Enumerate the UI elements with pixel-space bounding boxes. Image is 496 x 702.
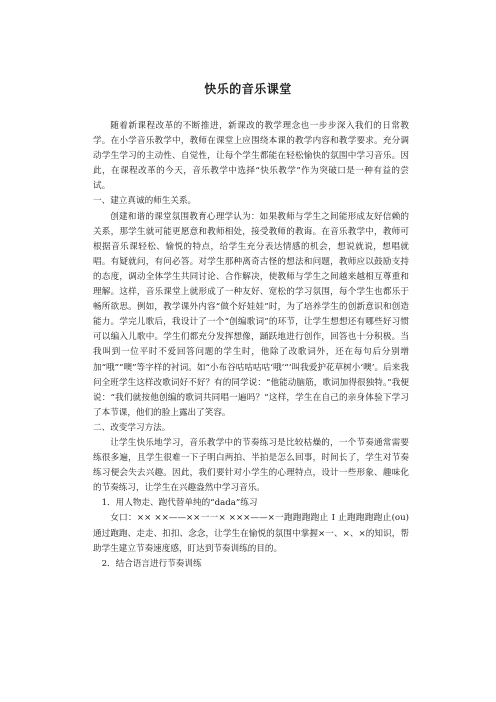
paragraph-section-1: 创建和谐的课堂氛围教育心理学认为：如果教师与学生之间能形成友好信赖的关系，那学生就可能更愿意和教师相处，接受教师的教诲。在音乐教学中，教师可根据音乐课轻松、愉悦的特点，给学生充分表达情感的机会，想说就说，想唱就唱。有疑就问，有问必答。对学生那种离奇古怪的想法和问题，教师应以鼓励支持的态度，调动全体学生共同讨论、合作解决，使教师与学生之间越来越相互尊重和理解。这样，音乐课堂上就形成了一种友好、宽松的学习氛围，每个学生也都乐于畅所欲思。例如，教学课外内容“做个好娃娃”时，为了培养学生的创新意识和创造能力。学完儿歌后，我设计了一个“创编歌词”的环节，让学生想想还有哪些好习惯可以编入儿歌中。学生们都充分发挥想像，踊跃地进行创作，回答也十分积极。当我叫到一位平时不爱回答问题的学生时，他除了改歌词外，还在每句后分别增加“哦”“噢”等字样的衬词。如“小布谷咕咕咕咕‘哦’“‘叫我爱护花草树小‘噢’。后来我问全班学生这样改歌词好不好？有的同学说：“他能动脑筋，歌词加得很独特。”我便说：“我们就按他创编的歌词共同唱一遍吗？”这样，学生在自己的亲身体验下学习了本节课，他们的脸上露出了笑容。 xyxy=(93,211,409,418)
subheading-2: 2．结合语言进行节奏训练 xyxy=(101,558,202,569)
subheading-1: 1．用人物走、跑代替单纯的“dada”练习 xyxy=(101,498,258,509)
paragraph-intro: 随着新课程改革的不断推进，新课改的教学理念也一步步深入我们的日常教学。在小学音乐教学中，教师在课堂上应围绕本课的教学内容和教学要求。充分调动学生学习的主动性、自觉性，让每个学生都能在轻松愉快的氛围中学习音乐。因此，在课程改革的今天，音乐教学中选择“快乐教学”作为突破口是一种有益的尝试。 xyxy=(93,121,409,192)
section-heading-2: 二、改变学习方法。 xyxy=(93,422,171,433)
section-heading-1: 一、建立真诚的师生关系。 xyxy=(93,196,197,207)
page-title: 快乐的音乐课堂 xyxy=(204,82,292,96)
paragraph-section-2: 让学生快乐地学习，音乐教学中的节奏练习是比较枯燥的，一个节奏通常需要练很多遍，且学生很难一下子明白两拍、半拍是怎么回事，时间长了，学生对节奏练习便会失去兴趣。因此，我们要针对小学生的心理特点，设计一些形象、趣味化的节奏练习，让学生在兴趣盎然中学习音乐。 xyxy=(93,437,409,494)
article-body xyxy=(93,119,409,572)
paragraph-rhythm-example: 女口：×× ××——××一一× ×××——×一跑跑跑跑止 I 止跑跑跑跑止(ou)通过跑跑、走走、扣扣、念念，让学生在愉悦的氛围中掌握×一、×、×的知识，帮助学生建立节奏速度感，盯达到节奏训练的目的。 xyxy=(93,513,409,554)
